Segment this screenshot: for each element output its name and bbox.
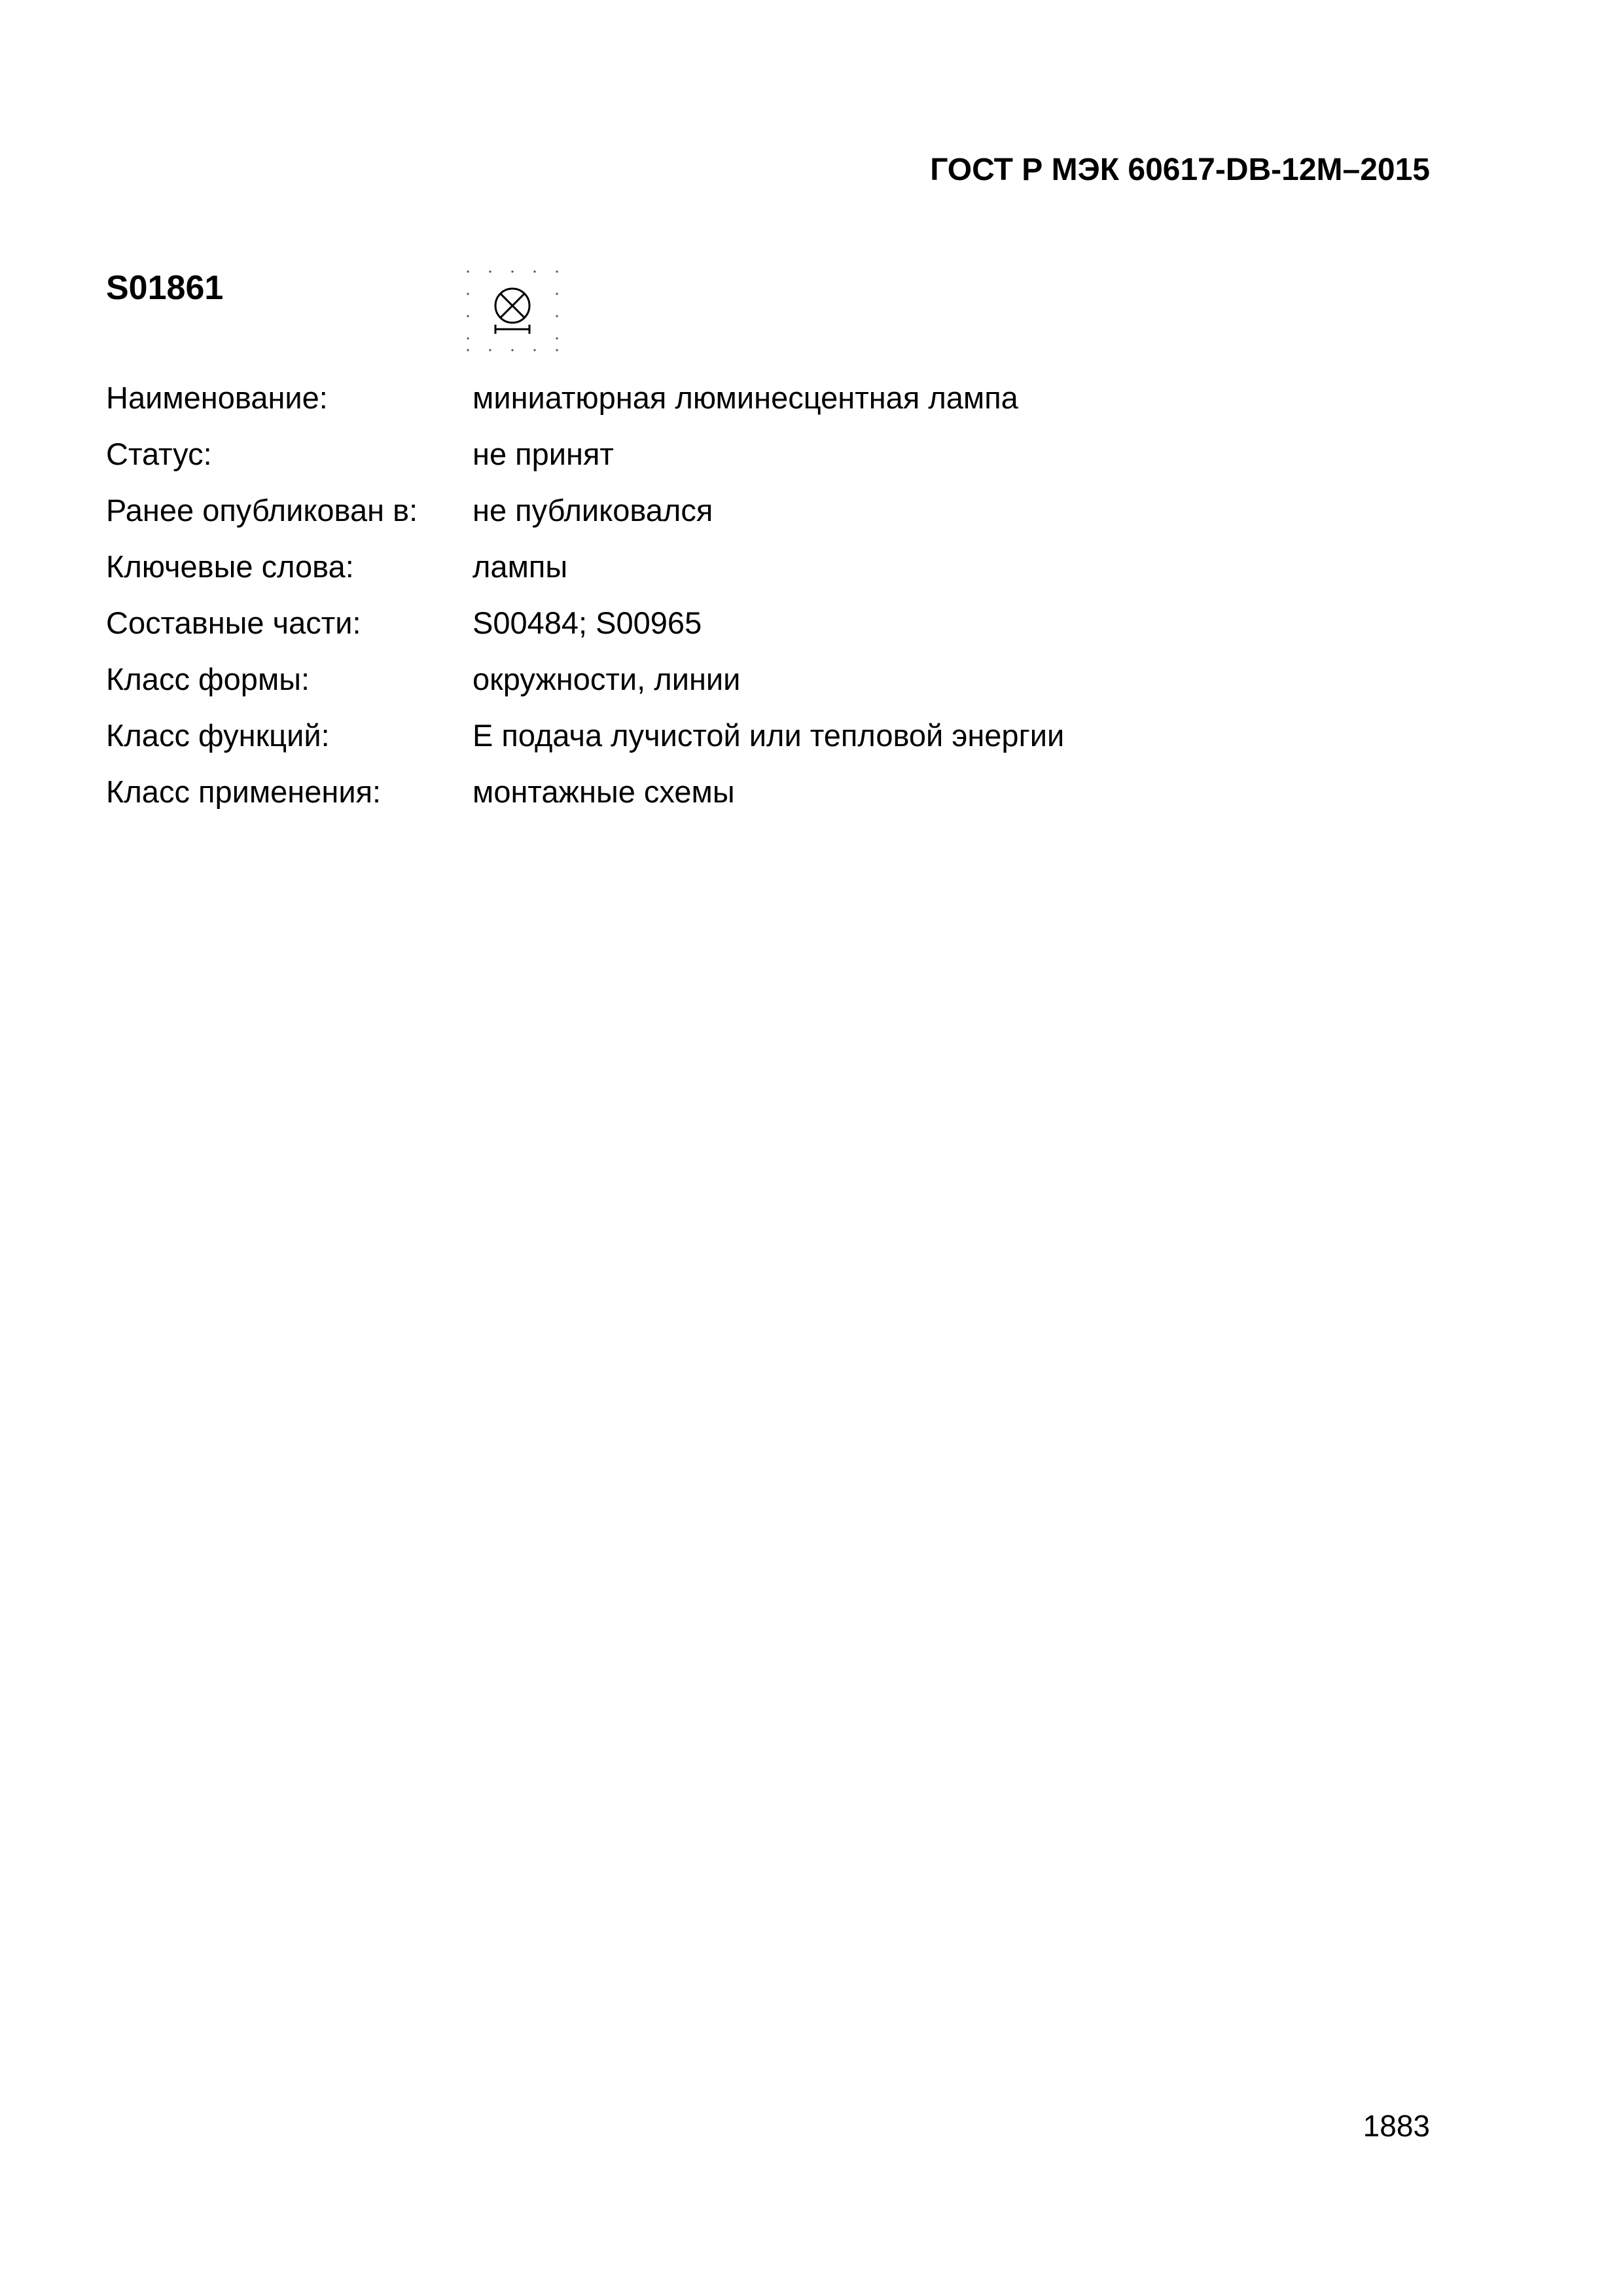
- property-row-previously-published: [106, 482, 1064, 538]
- property-label: Класс функций:: [106, 717, 330, 753]
- property-row-shape-class: [106, 651, 1064, 707]
- symbol-properties: [106, 369, 1064, 819]
- property-label: Класс применения:: [106, 774, 382, 809]
- property-row-function-class: [106, 707, 1064, 763]
- property-row-keywords: [106, 538, 1064, 594]
- standard-code: ГОСТ Р МЭК 60617-DB-12M–2015: [930, 152, 1430, 187]
- property-value: не публиковался: [473, 492, 713, 528]
- property-value: не принят: [473, 436, 614, 471]
- property-label: Ранее опубликован в:: [106, 492, 418, 528]
- property-value: окружности, линии: [473, 661, 741, 696]
- property-value: Е подача лучистой или тепловой энергии: [473, 717, 1065, 753]
- fluorescent-lamp-symbol-icon: [466, 270, 564, 355]
- property-label: Ключевые слова:: [106, 548, 354, 584]
- symbol-id: S01861: [106, 269, 224, 307]
- property-row-application-class: [106, 763, 1064, 819]
- property-value: S00484; S00965: [473, 605, 702, 640]
- property-value: монтажные схемы: [473, 774, 735, 809]
- property-value: миниатюрная люминесцентная лампа: [473, 380, 1018, 415]
- property-label: Статус:: [106, 436, 212, 471]
- property-value: лампы: [473, 548, 568, 584]
- property-row-name: [106, 369, 1064, 425]
- property-label: Класс формы:: [106, 661, 310, 696]
- property-label: Наименование:: [106, 380, 328, 415]
- page-number: 1883: [1363, 2109, 1430, 2143]
- property-row-status: [106, 425, 1064, 482]
- property-label: Составные части:: [106, 605, 361, 640]
- property-row-components: [106, 594, 1064, 651]
